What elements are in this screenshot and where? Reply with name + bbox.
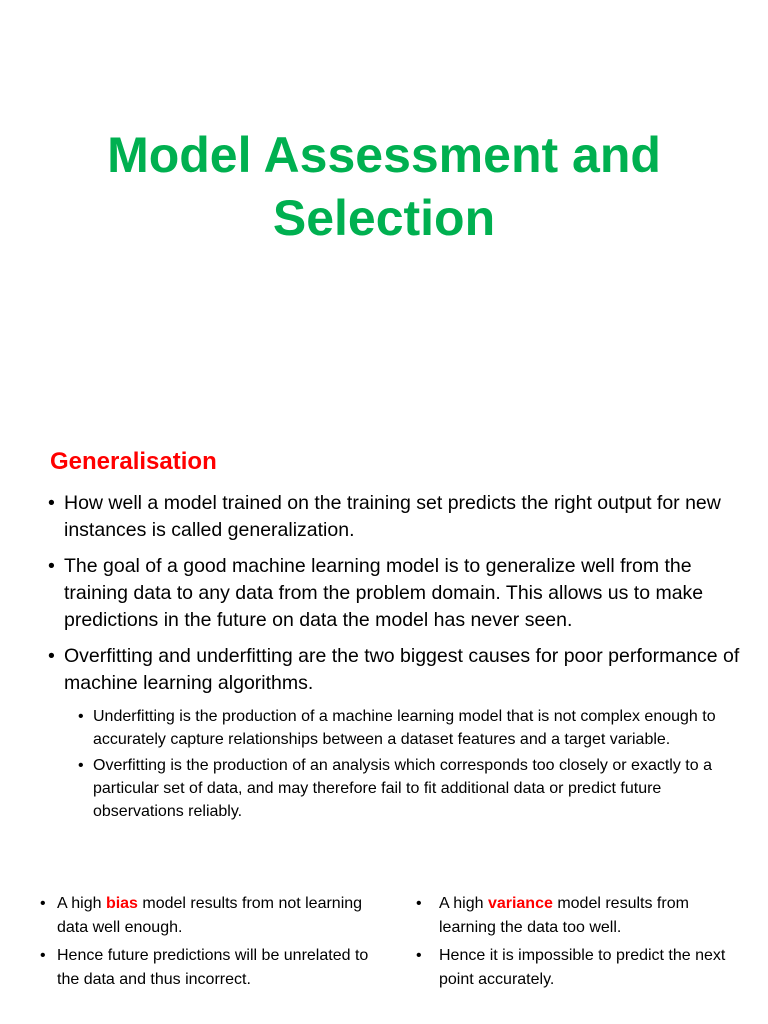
- bias-bullet: [40, 892, 385, 940]
- section-heading: Generalisation: [50, 448, 217, 475]
- bullet-fitting-causes-text: Overfitting and underfitting are the two biggest causes for poor performance of machine learning algorithms.: [64, 645, 740, 694]
- bullet-generalization-goal: • The goal of a good machine learning model is to generalize well from the training data to any data from the problem domain. This allows us to make predictions in the future on data the model has never seen.: [48, 553, 748, 634]
- bias-suffix: model results from not learning data well enough.: [57, 895, 363, 936]
- slide-title: Model Assessment and Selection: [107, 127, 661, 246]
- variance-bullet: [416, 892, 736, 940]
- bias-prefix: A high: [57, 895, 106, 912]
- sub-bullet-list: [64, 705, 748, 823]
- variance-keyword: variance: [487, 895, 553, 912]
- variance-column: [416, 892, 736, 996]
- bullet-generalization-definition: • How well a model trained on the training set predicts the right output for new instances is called generalization.: [48, 490, 748, 544]
- bullet-fitting-causes: [48, 643, 748, 823]
- sub-bullet-underfitting: • Underfitting is the production of a machine learning model that is not complex enough to accurately capture relationships between a dataset features and a target variable.: [78, 705, 748, 751]
- variance-consequence-bullet: • Hence it is impossible to predict the next point accurately.: [416, 944, 736, 992]
- bias-column: [40, 892, 385, 996]
- bias-consequence-bullet: • Hence future predictions will be unrelated to the data and thus incorrect.: [40, 944, 385, 992]
- bias-keyword: bias: [105, 895, 138, 912]
- variance-prefix: A high: [439, 895, 488, 912]
- sub-bullet-overfitting: • Overfitting is the production of an analysis which corresponds too closely or exactly to a particular set of data, and may therefore fail to fit additional data or predict future observations reliably.: [78, 754, 748, 823]
- main-bullet-list: [48, 490, 748, 832]
- variance-suffix: model results from learning the data too well.: [439, 895, 689, 936]
